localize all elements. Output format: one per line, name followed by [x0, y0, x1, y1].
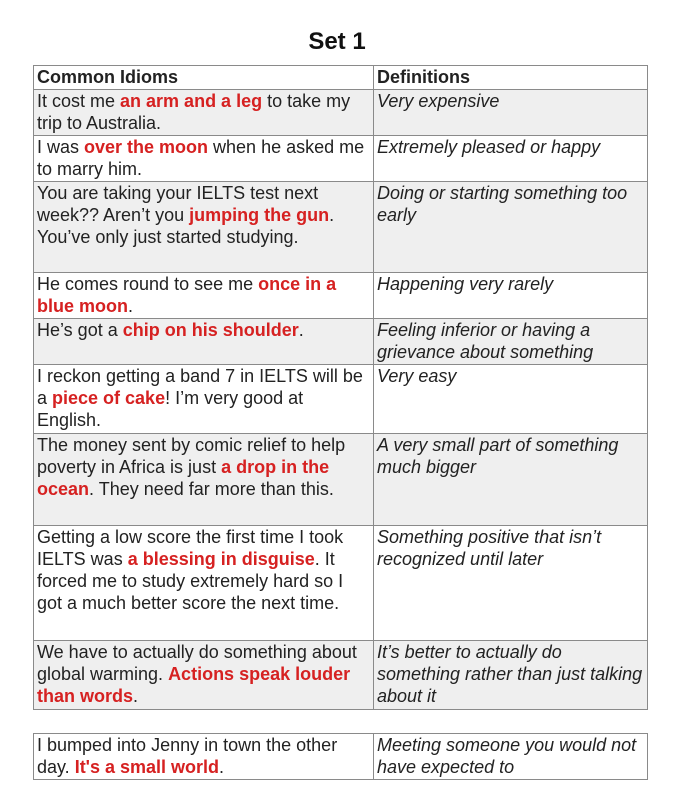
sentence-text: You are taking your IELTS test next week?? Aren’t you	[37, 183, 319, 225]
sentence-text: when he asked me to marry him.	[37, 137, 365, 179]
idiom-sentence	[34, 319, 374, 365]
idiom-sentence	[34, 434, 374, 526]
idiom-highlight: It's a small world	[74, 757, 220, 777]
table-row	[34, 182, 648, 273]
sentence-text: We have to actually do something about global warming.	[37, 642, 357, 684]
idioms-table	[33, 65, 648, 710]
definition: Very easy	[374, 365, 648, 434]
table-row	[34, 365, 648, 434]
table-row	[34, 90, 648, 136]
idiom-sentence	[34, 273, 374, 319]
sentence-text: It cost me	[37, 91, 121, 111]
table-row	[34, 273, 648, 319]
definition: A very small part of something much bigger	[374, 434, 648, 526]
sentence-text: .	[298, 320, 304, 340]
table-row	[34, 434, 648, 526]
table-row	[34, 734, 648, 780]
definition: Meeting someone you would not have expected to	[374, 734, 648, 780]
header-definitions: Definitions	[374, 66, 648, 90]
sentence-text: I reckon getting a band 7 in IELTS will be a	[37, 366, 363, 408]
idiom-sentence	[34, 641, 374, 710]
idiom-highlight: over the moon	[84, 137, 209, 157]
idiom-highlight: jumping the gun	[189, 205, 330, 225]
table-row	[34, 319, 648, 365]
sentence-text: . You’ve only just started studying.	[37, 205, 335, 247]
sentence-text: The money sent by comic relief to help poverty in Africa is just	[37, 435, 346, 477]
header-common-idioms: Common Idioms	[34, 66, 374, 90]
page-title: Set 1	[308, 28, 366, 55]
idiom-highlight: piece of cake	[52, 388, 166, 408]
extra-idiom-table	[33, 733, 648, 780]
definition: Doing or starting something too early	[374, 182, 648, 273]
sentence-text: I was	[37, 137, 85, 157]
sentence-text: I bumped into Jenny in town the other day.	[37, 735, 338, 777]
idiom-sentence	[34, 734, 374, 780]
table-header-row	[34, 66, 648, 90]
table-row	[34, 136, 648, 182]
idiom-sentence	[34, 90, 374, 136]
idiom-highlight: Actions speak louder than words	[37, 664, 351, 706]
idiom-highlight: a drop in the ocean	[37, 457, 330, 499]
idiom-highlight: a blessing in disguise	[127, 549, 315, 569]
sentence-text: He’s got a	[37, 320, 123, 340]
definition: Something positive that isn’t recognized until later	[374, 526, 648, 641]
definition: Extremely pleased or happy	[374, 136, 648, 182]
definition: Very expensive	[374, 90, 648, 136]
table-row	[34, 641, 648, 710]
sentence-text: .	[219, 757, 225, 777]
idiom-highlight: once in a blue moon	[37, 274, 337, 316]
idiom-sentence	[34, 365, 374, 434]
idiom-highlight: chip on his shoulder	[122, 320, 299, 340]
sentence-text: . It forced me to study extremely hard so I got a much better score the next time.	[37, 549, 344, 613]
idiom-sentence	[34, 182, 374, 273]
idiom-highlight: an arm and a leg	[120, 91, 263, 111]
definition: It’s better to actually do something rather than just talking about it	[374, 641, 648, 710]
sentence-text: Getting a low score the first time I took IELTS was	[37, 527, 344, 569]
sentence-text: .	[128, 296, 134, 316]
idiom-sentence	[34, 526, 374, 641]
definition: Happening very rarely	[374, 273, 648, 319]
idiom-sentence	[34, 136, 374, 182]
sentence-text: He comes round to see me	[37, 274, 259, 294]
sentence-text: to take my trip to Australia.	[37, 91, 351, 133]
table-row	[34, 526, 648, 641]
definition: Feeling inferior or having a grievance about something	[374, 319, 648, 365]
sentence-text: ! I’m very good at English.	[37, 388, 304, 430]
sentence-text: .	[133, 686, 139, 706]
sentence-text: . They need far more than this.	[89, 479, 334, 499]
